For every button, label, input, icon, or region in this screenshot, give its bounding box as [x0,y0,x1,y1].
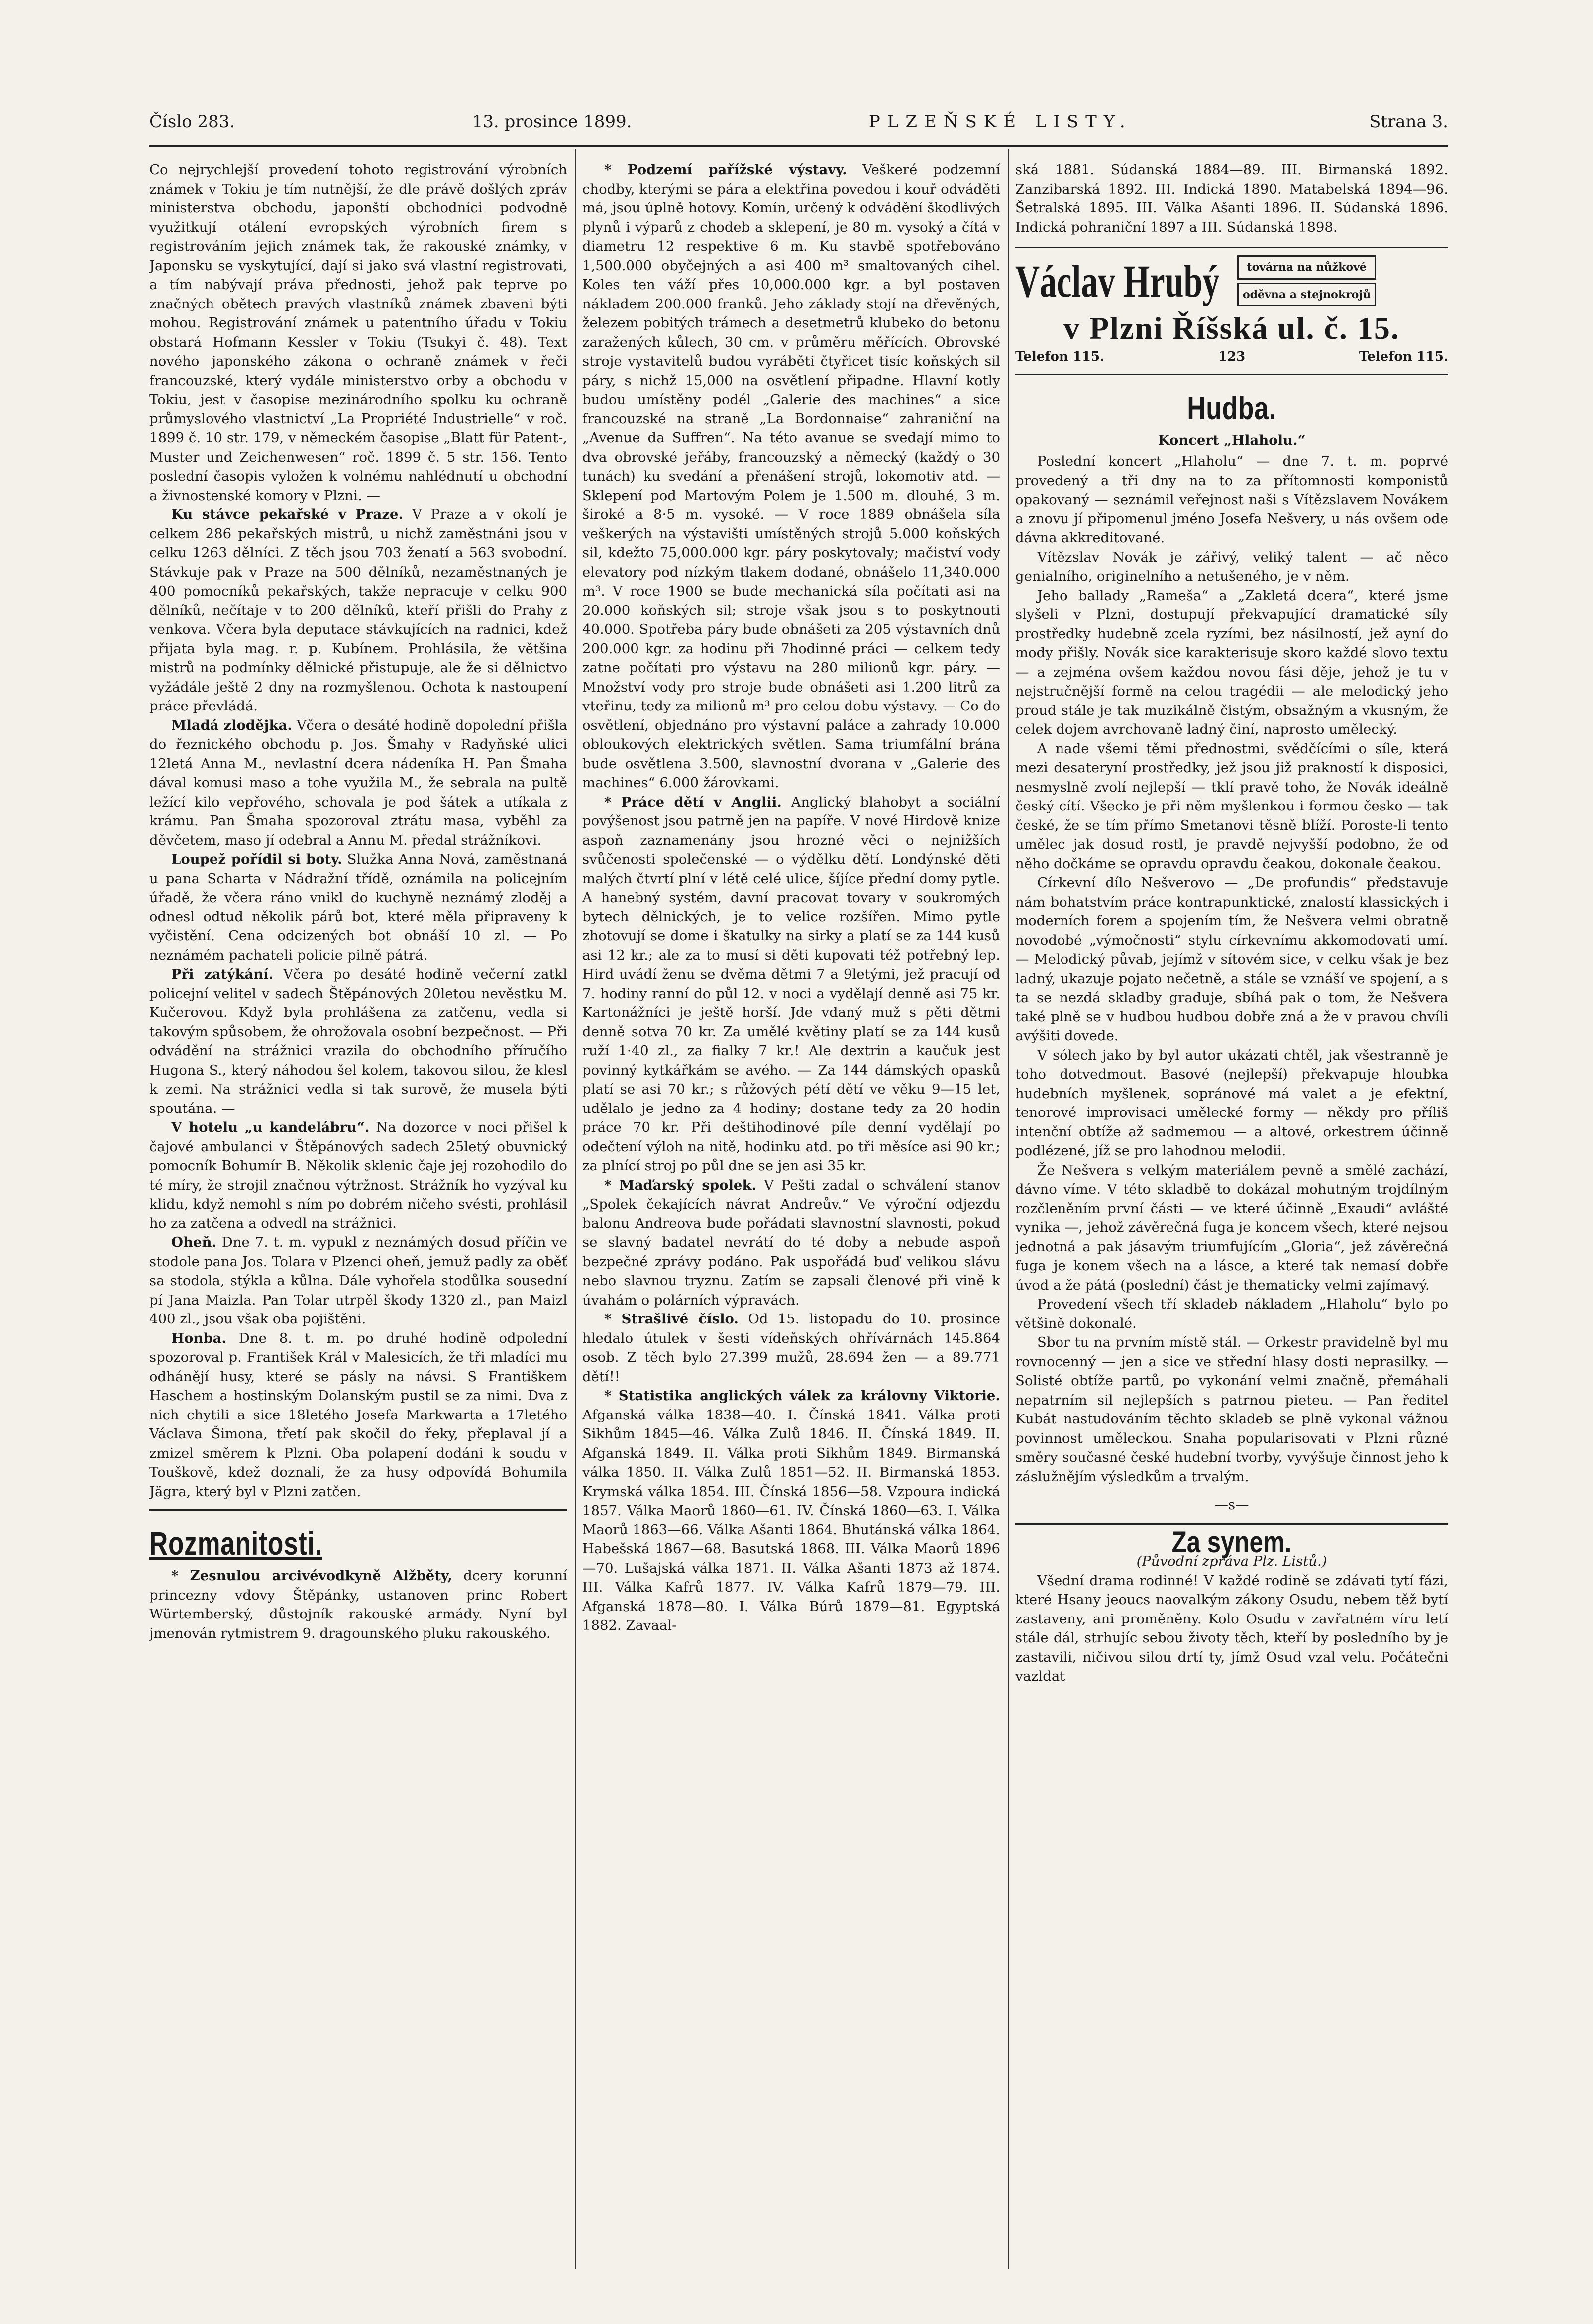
article-number [582,1310,1000,1386]
header-rule [149,145,1448,147]
headline-strike: Ku stávce pekařské v Praze. [171,506,404,522]
column-3 [1015,160,1448,2275]
headline-boots: Loupež pořídil si boty. [171,851,342,867]
ad-phone-left: Telefon 115. [1015,349,1105,364]
music-p5: Církevní dílo Nešverovo — „De profundis“ představuje nám bohatstvím práce kontrapunktické, znalostí klassických i moderních forem a spojením tím, že Nešvera velmi obratně novodobé „výmočnosti“ stylu církevnímu akkomodovati umí. — Melodický půvab, jejímž v sítovém sice, v celku však je bez ladný, ukazuje pojato nečetně, a stále se vznáší ve spojení, a s ta se nezdá skladby graduje, sbíhá pak o tom, že Nešvera také plně se v hudbou hudbou dobře zná a že v pravou chvíli avýšiti dovede. [1015,875,1448,1044]
article-boots-body: Služka Anna Nová, zaměstnaná u pana Scharta v Nádražní třídě, oznámila na policejním úřadě, že včera ráno vnikl do kuchyně neznámý zloděj a odnesl odtud několik párů bot, které měla připraveny k vyčistění. Cena odcizených bot obnáší 10 zl. — Po neznámém pachateli policie pilně pátrá. [149,851,567,963]
column-2 [582,160,1000,2275]
author-mark: —s— [1214,1497,1249,1513]
page-number: Strana 3. [1369,112,1448,132]
article-fire-body: Dne 7. t. m. vypukl z neznámých dosud příčin ve stodole pana Jos. Tolara v Plzenci oheň, jemuž padly za oběť sa stodola, stýkla a kůlna. Dále vyhořela stodůlka sousední pí Jana Maizla. Pan Tolar utrpěl škody 1320 zl., pan Maizl 400 zl., jsou však oba pojištěni. [149,1234,567,1327]
article-registration: Co nejrychlejší provedení tohoto registrování výrobních známek v Tokiu je tím nutnější, že dle právě došlých zpráv ministerstva obchodu, japonští obchodníci podvodně využitkují otálení evropských výrobních firem s registrováním jejich známek tak, že rakouské známky, v Japonsku se vyskytující, dají si jako svá vlastní registrovati, a tím nabývají práva přednosti, jehož pak teprve po značných obětech pravých vlastníků známek zbaveni býti mohou. Registrování známek u patentního úřadu v Tokiu obstará Hofmann Kessler v Tokiu (Tsukyi č. 48). Text nového japonského zákona o ochraně známek v řeči francouzské, který vydále ministerstvo orby a obchodu v Tokiu, jest v časopise mezinárodního spolku ku ochraně průmyslového vlastnictví „La Propriété Industrielle“ v roč. 1899 č. 10 str. 179, v německém časopise „Blatt für Patent-, Muster und Zeichenwesen“ roč. 1899 č. 5 str. 156. Tento poslední časopis vyložen k volnému nahlédnutí u obchodní a živnostenské komory v Plzni. — [149,162,567,504]
masthead: PLZEŇSKÉ LISTY. [868,112,1132,132]
article-children-body: Anglický blahobyt a sociální povýšenost jsou patrně jen na papíře. V nové Hirdově knize aspoň zaznamenány jsou hrozné věci o nejnižších svůčenosti společenské — o výdělku dětí. Londýnské děti malých čtvrtí plní v létě celé ulice, šíjíce přední domy pytle. A hanebný systém, davní pracovat tovary v soukromých bytech dělnických, je to velice rozšířen. Mimo pytle zhotovují se dome i škatulky na sirky a platí se za 144 kusů asi 12 kr.; ale za to musí si děti kupovati též potřebný lep. Hird uvádí ženu se dvěma dětmi 7 a 9letými, jež pracují od 7. hodiny ranní do půl 12. v noci a vydělají denně asi 75 kr. Kartonážníci je ještě horší. Jde vdaný muž s pěti dětmi denně sotva 70 kr. Za umělé květiny platí se za 144 kusů ruží 1·40 zl., za fialky 7 kr.! Ale dextrin a kaučuk jest povinný kytkářkám se avého. — Za 144 dámských opasků platí se asi 70 kr.; s růžových pétí dětí ve věku 9—15 let, udělalo je jedno za 4 hodiny; dostane tedy za 20 hodin práce 70 kr. Při deštihodinové píle denní vydělají po odečtení výloh na nitě, hodinku atd. po tři měsíce asi 90 kr.; za plnící stroj po půl dne se jen asi 35 kr. [582,794,1000,1174]
section-rule [149,1509,567,1511]
music-p2: Vítězslav Novák je zářivý, veliký talent — ač něco genialního, originelního a netušeného, je v něm. [1015,549,1448,584]
column-1 [149,160,567,2275]
ad-mark: 123 [1218,349,1246,364]
headline-hotel: V hotelu „u kandelábru“. [171,1119,370,1135]
headline-arrest: Při zatýkání. [171,966,274,982]
headline-fire: Oheň. [171,1234,217,1250]
issue-number: Číslo 283. [149,112,235,132]
page-header [149,107,1448,137]
music-p6: V sólech jako by byl autor ukázati chtěl, jak všestranně je toho dotvedmout. Basové (nejlepší) překvapuje hloubka hudebních myšlenek, sopránové má valet a je efektní, tenorové improvisaci umělecké formy — někdy pro příliš intenční obtíže až sadmemou — a altové, orkestrem účinně podlézené, jíž se pro lahodnou melodii. [1015,1047,1448,1159]
section-title-rozmanitosti: Rozmanitosti. [149,1525,322,1562]
article-wars-body: Afganská válka 1838—40. I. Čínská 1841. Válka proti Sikhům 1845—46. Válka Zulů 1846. II. Čínská 1849. II. Afganská 1849. II. Válka proti Sikhům 1849. Birmanská válka 1850. II. Válka Zulů 1851—52. II. Birmanská 1853. Krymská válka 1854. III. Čínská 1856—58. Vzpoura indická 1857. Válka Maorů 1860—61. IV. Čínská 1860—63. I. Válka Maorů 1863—66. Válka Ašanti 1864. Bhutánská válka 1864. Habešská 1867—68. Basutská 1868. III. Válka Maorů 1896—70. Lušajská válka 1871. II. Válka Ašanti 1873 až 1874. III. Válka Kafrů 1877. IV. Válka Kafrů 1879—79. III. Afganská 1878—80. I. Válka Búrů 1879—81. Egyptská 1882. Zavaal- [582,1407,1000,1633]
music-p4: A nade všemi těmi přednostmi, svědčícími o síle, která mezi desateryní prostředky, jež jsou již prakností k disposici, nesmyslně zvolí nejlepší — tklí pravě toho, že Novák ideálně český cítí. Všecko je při něm myšlenkou i formou česko — tak české, že se tím přímo Smetanovi těsně blíží. Poroste-li tento umělec jak dosud rostl, je pravdě nejvyšší podobno, že od něho dočkáme se opravdu opravdu čeakou, dokonale čeakou. [1015,740,1448,872]
section-rule-2 [1015,1523,1448,1525]
article-strike [149,505,567,716]
issue-date: 13. prosince 1899. [472,112,632,132]
music-p3: Jeho ballady „Rameša“ a „Zakletá dcera“, které jsme slyšeli v Plzni, dostupují překvapující dramatické síly prostředky hudebně zcela ryzími, bez násilností, jež ayní do mody přišly. Novák sice karakterisuje skoro každé slovo textu — a zejména ovšem každou novou fási děje, jehož je tu v nejstručnější formě na celou tragédii — ale melodický jeho proud stále je tak muzikálně čistým, obsažným a vkusným, že celek dojem avrchovaně ladný činí, naprosto umělecký. [1015,587,1448,737]
ad-phone-row [1015,347,1448,367]
headline-chase: Honba. [171,1330,226,1346]
music-p7: Že Nešvera s velkým materiálem pevně a smělé zachází, dávno víme. V této skladbě to dokázal mohutným trojdílným rozčleněním první části — ve které účinně „Exaudi“ avlášté vynika —, jehož závěrečná fuga je koncem všech, které nejsou jednotná a pak jásavým triumfujícím „Gloria“, jež závěrečná fuga je konem všech na a lásce, a které tak nemasí dobře úvod a že pátá (poslední) část je thematicky velmi zajímavý. [1015,1162,1448,1293]
ad-boxes [1237,255,1376,306]
section-title-hudba: Hudba. [1187,389,1276,426]
article-fire [149,1233,567,1329]
ad-company-name: Václav Hrubý [1015,255,1220,306]
column-divider-1 [575,149,576,2269]
article-arrest-body: Včera po desáté hodině večerní zatkl policejní velitel v sadech Štěpánových 20letou nevěstku M. Kučerovou. Když byla prohlášena za zatčenu, vedla si takovým spůsobem, že ohrožovala osobní bezpečnost. — Při odvádění na strážnici vrazila do obchodního příručího Hugona S., který náhodou šel kolem, takovou silou, že klesl k zemi. Na strážnici vedla si tak surově, že musela býti spoutána. — [149,966,567,1116]
headline-paris: * Podzemí pařížské výstavy. [604,162,847,178]
music-p1: Poslední koncert „Hlaholu“ — dne 7. t. m. poprvé provedený a tři dny na to za přítomnosti komponistů opakovaný — seznámil veřejnost naši s Vítězslavem Novákem a znovu jí připomenul jméno Josefa Nešvery, u nás ovšem ode dávna akkreditované. [1015,453,1448,546]
headline-number: * Strašlivé číslo. [604,1311,739,1327]
article-boots [149,850,567,965]
article-paris [582,160,1000,793]
article-strike-body: V Praze a v okolí je celkem 286 pekařských mistrů, u nichž zaměstnáni jsou v celku 1263 dělníci. Z těch jsou 703 ženatí a 563 svobodní. Stávkuje pak v Praze na 500 dělníků, nezaměstnaných je 400 pomocníků pekařských, takže nepracuje v celku 900 dělníků, nečítaje v to 200 dělníků, kteří přišli do Prahy z venkova. Včera byla deputace stávkujících na radnici, kdež přijata byla mag. r. p. Kubínem. Prohlásila, že většina mistrů na podmínky dělnické přistupuje, ale že si dělnictvo vyžádále ještě 2 dny na rozmyšlenou. Ochota k nastoupení práce převládá. [149,506,567,714]
article-paris-body: Veškeré podzemní chodby, kterými se pára a elektřina povedou i kouř odváděti má, jsou úplně hotovy. Komín, určený k odvádění škodlivých plynů i výparů z chodeb a sklepení, je 80 m. vysoký a čítá v diametru 12 respektive 6 m. Ku stavbě spotřebováno 1,500.000 obyčejných a asi 400 m³ smaltovaných cihel. Koles ten váží přes 10,000.000 kgr. a byl postaven nákladem 200.000 franků. Jeho základy stojí na dřevěných, železem pobitých trámech a desetmetrů klubeko do betonu zaražených kůlech, 30 cm. v průměru měřících. Obrovské stroje vystavitelů budou vyráběti čtyřicet tisíc koňských sil páry, s nichž 15,000 na osvětlení připadne. Hlavní kotly budou umístěny podél „Galerie des machines“ a sice francouzské na straně „La Bordonnaise“ zahraniční na „Avenue da Suffren“. Na této avanue se svedají mimo to dva obrovské jeřáby, francouzský a německý (každý o 30 tunách) ku svedání a přenášení strojů, lokomotiv atd. — Sklepení pod Martovým Polem je 1.500 m. dlouhé, 3 m. široké a 8·5 m. vysoké. — V roce 1889 obnášela síla veškerých na výstavišti umístěných strojů 5.000 koňských sil, kdežto 75,000.000 kgr. páry poskytovaly; mačiství vody elevatory pod nízkým tlakem dodané, obnášelo 11,340.000 m³. V roce 1900 se bude mechanická síla počítati asi na 20.000 koňských sil; stroje však jsou s to poskytnouti 40.000. Spotřeba páry bude obnášeti za 205 výstavních dnů 200.000 kgr. za hodinu při 7hodinné práci — celkem tedy zatne počítati pro výstavu na 280 milionů kgr. páry. — Množství vody pro stroje bude obnášeti asi 1.200 litrů za vteřinu, tedy za milionů m³ pro celou dobu výstavy. — Co do osvětlení, objednáno pro výstavní paláce a zahrady 10.000 obloukových elektrických světlen. Sama triumfální brána bude osvětlena 3.500, slavnostní dvorana v „Galerie des machines“ 6.000 žárovkami. [582,162,1000,791]
section-title-za-synem: Za synem. [1171,1525,1292,1559]
advertisement-hruby [1015,247,1448,375]
article-chase [149,1329,567,1502]
headline-wars: * Statistika anglických válek za královny Viktorie. [604,1388,1000,1404]
ad-address: v Plzni Říšská ul. č. 15. [1063,310,1400,346]
headline-children: * Práce dětí v Anglii. [604,794,782,810]
article-children [582,793,1000,1176]
article-hungarian-body: V Pešti zadal o schválení stanov „Spolek čekajících návrat Andreův.“ Ve výroční odjezdu balonu Andreova bude pořádati slavnostní slavnosti, pokud se slavný badatel nevrátí do té doby a nebude aspoň bezpečné zprávy podáno. Pak uspořádá buď velikou slávu nebo slavnou tryznu. Zatím se zapsali členové při vině k úvahám o polárních výpravách. [582,1177,1000,1308]
article-hotel-body: Na dozorce v noci přišel k čajové ambulanci v Štěpánových sadech 25letý obuvnický pomocník Bohumír B. Několik sklenic čaje jej rozohodilo do té míry, že strojil značnou výtržnost. Strážník ho vyzýval ku klidu, když nemohl s ním po dobrém ničeho svésti, prohlásil ho za zatčena a odvedl na strážnici. [149,1119,567,1231]
ad-header-row [1015,255,1448,306]
article-archduchess-body: dcery korunní princezny vdovy Štěpánky, ustanoven princ Robert Würtemberský, důstojník rakouské armády. Nyní byl jmenován rytmistrem 9. dragounského pluku rakouského. [149,1568,567,1641]
article-chase-body: Dne 8. t. m. po druhé hodině odpolední spozoroval p. František Král v Malesicích, že tři mladíci mu odhánějí husy, které se pásly na návsi. S Františkem Haschem a hostinským Dolanským pustil se za nimi. Dva z nich chytili a sice 18letého Josefa Markwarta a 17letého Václava Šimona, třetí pak skočil do řeky, přeplaval jí a zmizel směrem k Plzni. Oba polapení dodáni k soudu v Touškově, kdež doznali, že za husy odpovídá Bohumila Jägra, který byl v Plzni zatčen. [149,1330,567,1500]
article-hotel [149,1118,567,1233]
article-archduchess [149,1566,567,1643]
article-thief [149,716,567,850]
subhead-concert: Koncert „Hlaholu.“ [1158,432,1306,448]
article-thief-body: Včera o desáté hodině dopolední přišla do řeznického obchodu p. Jos. Šmahy v Radyňské ulici 12letá Anna M., nevlastní dcera nádeníka H. Pan Šmaha dával komusi maso a tohe využila M., že sebrala na pultě ležící kilo vepřového, schovala je pod šátek a utíkala z krámu. Pan Šmaha spozoroval ztrátu masa, vyběhl za děvčetem, maso jí odebral a Annu M. předal strážníkovi. [149,717,567,848]
article-number-body: Od 15. listopadu do 10. prosince hledalo útulek v šesti vídeňských ohřívárnách 145.864 osob. Z těch bylo 27.399 mužů, 28.694 žen — a 89.771 dětí!! [582,1311,1000,1385]
article-hungarian [582,1176,1000,1310]
source-note: (Původní zpráva Plz. Listů.) [1136,1553,1327,1569]
ad-box-uniforms: oděvna a stejnokrojů [1237,283,1376,307]
ad-box-factory: továrna na nůžkové [1237,255,1376,280]
headline-thief: Mladá zlodějka. [171,717,292,733]
headline-archduchess: * Zesnulou arcivévodkyně Alžběty, [171,1568,452,1584]
article-wars [582,1386,1000,1635]
ad-phone-right: Telefon 115. [1359,349,1448,364]
headline-hungarian: * Maďarský spolek. [604,1177,757,1193]
music-p8: Provedení všech tří skladeb nákladem „Hlaholu“ bylo po většině dokonalé. [1015,1296,1448,1331]
story-p1: Všední drama rodinné! V každé rodině se zdávati tytí fázi, které Hsany jeoucs naovalkým zákony Osudu, nebem těž bytí zastaveny, ani proměněny. Kolo Osudu v zavřatném víru letí stále dál, strhujíc sebou životy těch, kteří by posledního by je zastavili, ničivou silou drtí ty, jímž Osud vzal velu. Počátečni vazldat [1015,1572,1448,1684]
column-divider-2 [1008,149,1009,2269]
article-arrest [149,965,567,1118]
article-wars-continued: ská 1881. Súdanská 1884—89. III. Birmanská 1892. Zanzibarská 1892. III. Indická 1890. Matabelská 1894—96. Šetralská 1895. III. Válka Ašanti 1896. II. Súdanská 1896. Indická pohraniční 1897 a III. Súdanská 1898. [1015,162,1448,235]
music-p9: Sbor tu na prvním místě stál. — Orkestr pravidelně byl mu rovnocenný — jen a sice ve střední hlasy dosti neprasilky. — Solisté obtíže partů, po vykonání velmi značně, přemáhali nepatrním sil nejlepších s patrnou pieteu. — Pan ředitel Kubát nastudováním těchto skladeb se plně vykonal vážnou povinnost uměleckou. Snaha popularisovati v Plzni různé směry současné české hudební tvorby, vyvýšuje činnost jeho k záslužnějím výsledkům a trvalým. [1015,1334,1448,1485]
